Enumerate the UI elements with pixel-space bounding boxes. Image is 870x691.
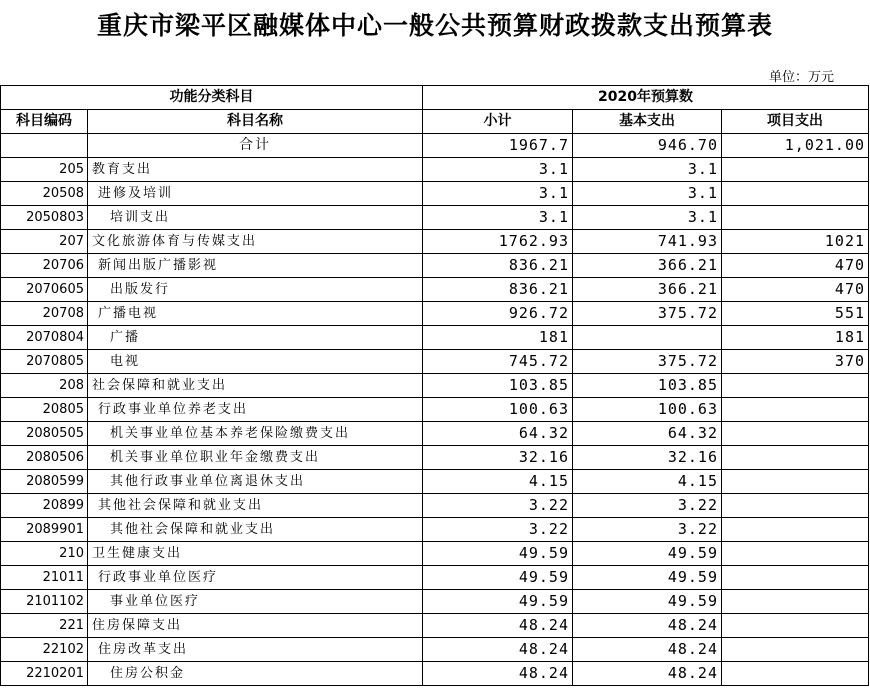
row-code: 20706 <box>1 254 88 278</box>
table-row <box>1 446 869 470</box>
row-subtotal: 3.22 <box>423 494 573 518</box>
row-basic <box>573 326 722 350</box>
row-project: 370 <box>722 350 869 374</box>
table-row <box>1 566 869 590</box>
row-basic: 103.85 <box>573 374 722 398</box>
table-row <box>1 638 869 662</box>
row-name: 卫生健康支出 <box>88 542 423 566</box>
row-name: 行政事业单位医疗 <box>88 566 423 590</box>
row-code: 20708 <box>1 302 88 326</box>
row-subtotal: 745.72 <box>423 350 573 374</box>
row-basic: 48.24 <box>573 614 722 638</box>
row-name: 教育支出 <box>88 158 423 182</box>
row-code: 2070605 <box>1 278 88 302</box>
row-basic: 100.63 <box>573 398 722 422</box>
row-basic: 48.24 <box>573 638 722 662</box>
row-name: 培训支出 <box>88 206 423 230</box>
row-project <box>722 374 869 398</box>
total-project: 1,021.00 <box>722 134 869 158</box>
row-subtotal: 3.1 <box>423 182 573 206</box>
row-code: 20805 <box>1 398 88 422</box>
row-code: 210 <box>1 542 88 566</box>
row-subtotal: 926.72 <box>423 302 573 326</box>
row-project: 470 <box>722 278 869 302</box>
row-project: 181 <box>722 326 869 350</box>
row-subtotal: 49.59 <box>423 590 573 614</box>
row-code: 2080506 <box>1 446 88 470</box>
header-group-row <box>1 86 869 110</box>
row-basic: 3.22 <box>573 494 722 518</box>
row-project <box>722 494 869 518</box>
table-row <box>1 398 869 422</box>
row-project <box>722 662 869 686</box>
total-row <box>1 134 869 158</box>
row-subtotal: 49.59 <box>423 566 573 590</box>
row-basic: 3.22 <box>573 518 722 542</box>
row-basic: 3.1 <box>573 206 722 230</box>
row-project: 1021 <box>722 230 869 254</box>
header-column-row <box>1 110 869 134</box>
row-name: 其他社会保障和就业支出 <box>88 494 423 518</box>
table-row <box>1 278 869 302</box>
total-code <box>1 134 88 158</box>
row-code: 208 <box>1 374 88 398</box>
row-subtotal: 836.21 <box>423 254 573 278</box>
row-subtotal: 4.15 <box>423 470 573 494</box>
row-basic: 375.72 <box>573 302 722 326</box>
row-project: 470 <box>722 254 869 278</box>
row-project <box>722 182 869 206</box>
row-basic: 64.32 <box>573 422 722 446</box>
row-project <box>722 206 869 230</box>
row-basic: 3.1 <box>573 182 722 206</box>
row-project <box>722 398 869 422</box>
row-project <box>722 614 869 638</box>
row-code: 2080599 <box>1 470 88 494</box>
row-code: 22102 <box>1 638 88 662</box>
page-title: 重庆市梁平区融媒体中心一般公共预算财政拨款支出预算表 <box>96 11 773 40</box>
row-code: 20899 <box>1 494 88 518</box>
row-basic: 366.21 <box>573 254 722 278</box>
row-project <box>722 566 869 590</box>
row-project: 551 <box>722 302 869 326</box>
row-name: 电视 <box>88 350 423 374</box>
row-subtotal: 48.24 <box>423 614 573 638</box>
row-name: 广播 <box>88 326 423 350</box>
row-name: 进修及培训 <box>88 182 423 206</box>
row-subtotal: 64.32 <box>423 422 573 446</box>
row-basic: 48.24 <box>573 662 722 686</box>
table-row <box>1 254 869 278</box>
row-project <box>722 590 869 614</box>
row-basic: 32.16 <box>573 446 722 470</box>
table-row <box>1 302 869 326</box>
table-row <box>1 326 869 350</box>
table-row <box>1 614 869 638</box>
row-code: 2080505 <box>1 422 88 446</box>
total-subtotal: 1967.7 <box>423 134 573 158</box>
table-row <box>1 230 869 254</box>
row-subtotal: 49.59 <box>423 542 573 566</box>
table-row <box>1 518 869 542</box>
row-subtotal: 1762.93 <box>423 230 573 254</box>
row-code: 2210201 <box>1 662 88 686</box>
table-row <box>1 542 869 566</box>
row-subtotal: 48.24 <box>423 662 573 686</box>
row-subtotal: 32.16 <box>423 446 573 470</box>
total-basic: 946.70 <box>573 134 722 158</box>
row-subtotal: 3.22 <box>423 518 573 542</box>
row-code: 21011 <box>1 566 88 590</box>
row-name: 行政事业单位养老支出 <box>88 398 423 422</box>
row-project <box>722 542 869 566</box>
row-name: 住房保障支出 <box>88 614 423 638</box>
row-basic: 741.93 <box>573 230 722 254</box>
row-subtotal: 103.85 <box>423 374 573 398</box>
table-row <box>1 374 869 398</box>
row-name: 事业单位医疗 <box>88 590 423 614</box>
row-name: 住房改革支出 <box>88 638 423 662</box>
row-project <box>722 470 869 494</box>
row-name: 机关事业单位职业年金缴费支出 <box>88 446 423 470</box>
row-subtotal: 836.21 <box>423 278 573 302</box>
row-name: 文化旅游体育与传媒支出 <box>88 230 423 254</box>
row-subtotal: 181 <box>423 326 573 350</box>
row-code: 207 <box>1 230 88 254</box>
budget-table <box>0 85 869 686</box>
table-row <box>1 494 869 518</box>
table-row <box>1 158 869 182</box>
row-basic: 4.15 <box>573 470 722 494</box>
table-body <box>1 158 869 686</box>
row-project <box>722 158 869 182</box>
header-budget-year: 2020年预算数 <box>423 86 869 110</box>
header-name: 科目名称 <box>88 110 423 134</box>
row-basic: 366.21 <box>573 278 722 302</box>
header-function-category: 功能分类科目 <box>1 86 423 110</box>
row-code: 2070805 <box>1 350 88 374</box>
row-basic: 3.1 <box>573 158 722 182</box>
table-row <box>1 662 869 686</box>
row-code: 205 <box>1 158 88 182</box>
row-name: 广播电视 <box>88 302 423 326</box>
row-basic: 49.59 <box>573 566 722 590</box>
row-name: 机关事业单位基本养老保险缴费支出 <box>88 422 423 446</box>
row-basic: 49.59 <box>573 590 722 614</box>
total-name: 合计 <box>88 134 423 158</box>
header-subtotal: 小计 <box>423 110 573 134</box>
row-basic: 49.59 <box>573 542 722 566</box>
row-project <box>722 422 869 446</box>
row-code: 2070804 <box>1 326 88 350</box>
table-row <box>1 182 869 206</box>
row-code: 221 <box>1 614 88 638</box>
row-subtotal: 100.63 <box>423 398 573 422</box>
row-project <box>722 446 869 470</box>
row-code: 20508 <box>1 182 88 206</box>
table-row <box>1 422 869 446</box>
table-row <box>1 470 869 494</box>
row-subtotal: 48.24 <box>423 638 573 662</box>
row-subtotal: 3.1 <box>423 206 573 230</box>
table-row <box>1 590 869 614</box>
unit-label: 单位：万元 <box>768 70 834 85</box>
row-name: 住房公积金 <box>88 662 423 686</box>
header-code: 科目编码 <box>1 110 88 134</box>
row-project <box>722 518 869 542</box>
row-name: 社会保障和就业支出 <box>88 374 423 398</box>
row-code: 2050803 <box>1 206 88 230</box>
table-row <box>1 350 869 374</box>
row-name: 其他行政事业单位离退休支出 <box>88 470 423 494</box>
row-name: 新闻出版广播影视 <box>88 254 423 278</box>
header-project: 项目支出 <box>722 110 869 134</box>
row-name: 出版发行 <box>88 278 423 302</box>
row-name: 其他社会保障和就业支出 <box>88 518 423 542</box>
header-basic: 基本支出 <box>573 110 722 134</box>
row-project <box>722 638 869 662</box>
row-basic: 375.72 <box>573 350 722 374</box>
row-code: 2089901 <box>1 518 88 542</box>
table-row <box>1 206 869 230</box>
row-code: 2101102 <box>1 590 88 614</box>
row-subtotal: 3.1 <box>423 158 573 182</box>
